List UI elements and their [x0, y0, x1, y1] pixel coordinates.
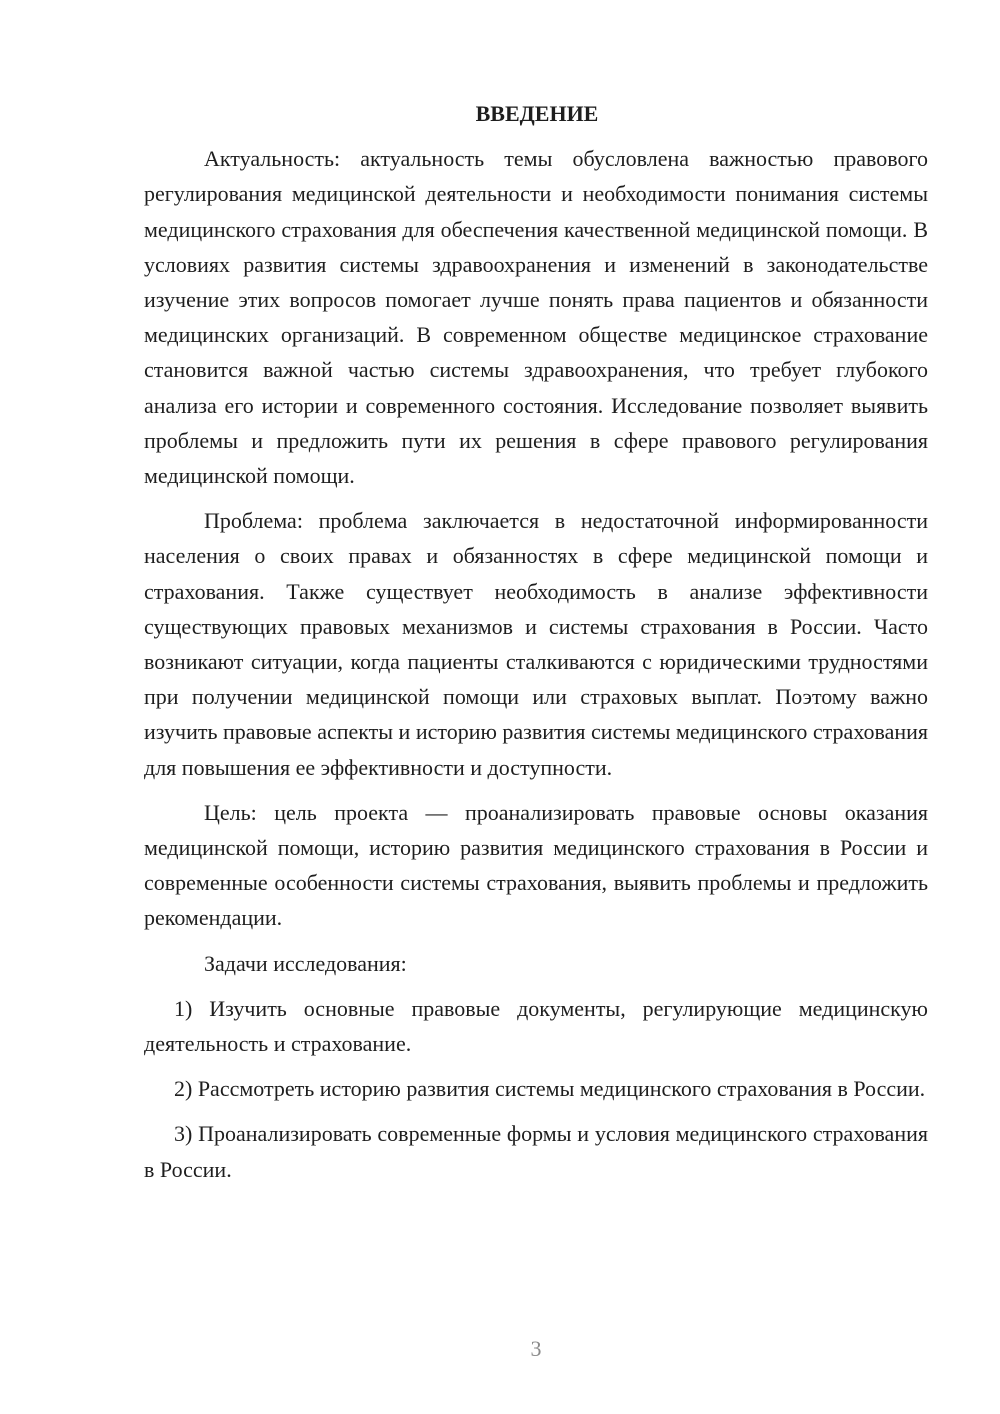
- paragraph-goal: Цель: цель проекта — проанализировать правовые основы оказания медицинской помощи, историю развития медицинского страхования в России и современные особенности системы страхования, выявить проблемы и предложить рекомендации.: [144, 799, 928, 931]
- paragraph-tasks-heading: Задачи исследования:: [204, 950, 407, 976]
- task-item-3: 3) Проанализировать современные формы и условия медицинского страхования в России.: [144, 1121, 928, 1182]
- paragraph-relevance: Актуальность: актуальность темы обусловлена важностью правового регулирования медицинской деятельности и необходимости понимания системы медицинского страхования для обеспечения качественной медицинской помощи. В условиях развития системы здравоохранения и изменений в законодательстве изучение этих вопросов помогает лучше понять права пациентов и обязанности медицинских организаций. В современном обществе медицинское страхование становится важной частью системы здравоохранения, что требует глубокого анализа его истории и современного состояния. Исследование позволяет выявить проблемы и предложить пути их решения в сфере правового регулирования медицинской помощи.: [144, 146, 928, 489]
- page-body: [144, 96, 928, 1197]
- task-item-1: 1) Изучить основные правовые документы, регулирующие медицинскую деятельность и страхование.: [144, 995, 928, 1057]
- section-heading: ВВЕДЕНИЕ: [475, 101, 599, 126]
- paragraph-problem: Проблема: проблема заключается в недостаточной информированности населения о своих правах и обязанностях в сфере медицинской помощи и страхования. Также существует необходимость в анализе эффективности существующих правовых механизмов и системы страхования в России. Часто возникают ситуации, когда пациенты сталкиваются с юридическими трудностями при получении медицинской помощи или страховых выплат. Поэтому важно изучить правовые аспекты и историю развития системы медицинского страхования для повышения ее эффективности и доступности.: [144, 508, 929, 780]
- page-number: 3: [530, 1336, 542, 1361]
- task-item-2: 2) Рассмотреть историю развития системы медицинского страхования в России.: [174, 1076, 926, 1102]
